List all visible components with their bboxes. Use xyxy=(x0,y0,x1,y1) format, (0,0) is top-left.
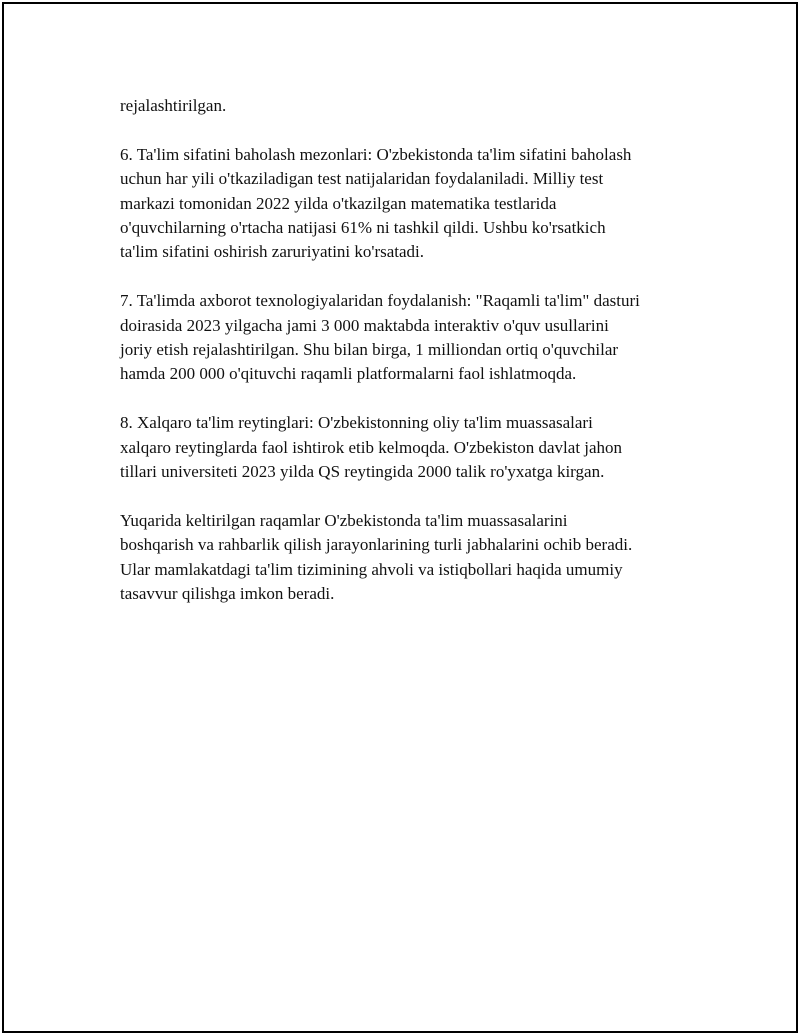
document-body xyxy=(120,94,680,631)
document-page xyxy=(2,2,798,1033)
paragraph-conclusion: Yuqarida keltirilgan raqamlar O'zbekistonda ta'lim muassasalarini boshqarish va rahbarlik qilish jarayonlarining turli jabhalarini ochib beradi. Ular mamlakatdagi ta'lim tizimining ahvoli va istiqbollari haqida umumiy tasavvur qilishga imkon beradi. xyxy=(120,510,633,604)
paragraph-item-6: 6. Ta'lim sifatini baholash mezonlari: O'zbekistonda ta'lim sifatini baholash uchun har yili o'tkaziladigan test natijalaridan foydalaniladi. Milliy test markazi tomonidan 2022 yilda o'tkazilgan matematika testlarida o'quvchilarning o'rtacha natijasi 61% ni tashkil qildi. Ushbu ko'rsatkich ta'lim sifatini oshirish zaruriyatini ko'rsatadi. xyxy=(120,144,632,262)
paragraph-continuation: rejalashtirilgan. xyxy=(120,96,227,115)
paragraph-item-7: 7. Ta'limda axborot texnologiyalaridan foydalanish: "Raqamli ta'lim" dasturi doirasida 2023 yilgacha jami 3 000 maktabda interaktiv o'quv usullarini joriy etish rejalashtirilgan. Shu bilan birga, 1 milliondan ortiq o'quvchilar hamda 200 000 o'qituvchi raqamli platformalarni faol ishlatmoqda. xyxy=(120,291,640,384)
paragraph-item-8: 8. Xalqaro ta'lim reytinglari: O'zbekistonning oliy ta'lim muassasalari xalqaro reytinglarda faol ishtirok etib kelmoqda. O'zbekiston davlat jahon tillari universiteti 2023 yilda QS reytingida 2000 talik ro'yxatga kirgan. xyxy=(120,413,623,482)
